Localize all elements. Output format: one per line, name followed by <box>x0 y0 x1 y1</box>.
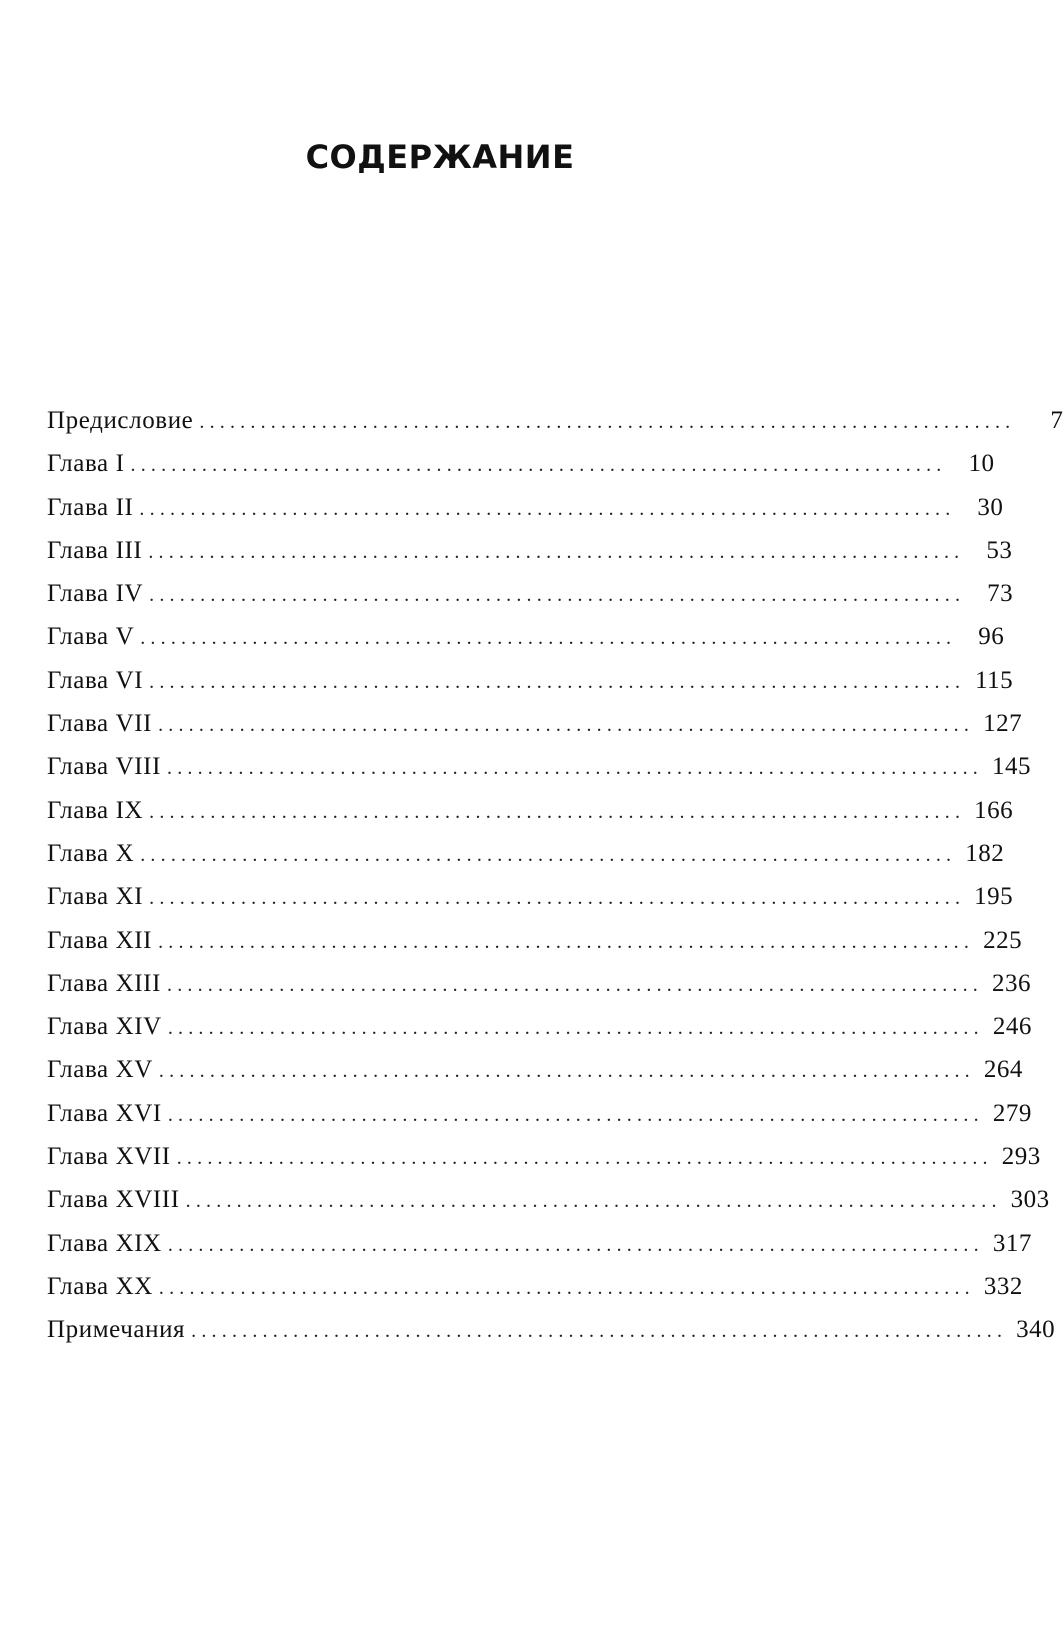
toc-entry <box>47 536 1013 579</box>
toc-entry <box>47 926 1023 969</box>
toc-entry-page: 236 <box>992 969 1031 997</box>
dot-leader: ................................................................................ <box>140 843 957 866</box>
dot-leader: ................................................................................ <box>149 584 966 607</box>
toc-entry-label: Глава XIX <box>47 1229 162 1257</box>
toc-entry <box>47 1315 1056 1358</box>
toc-entry-page: 246 <box>992 1013 1032 1041</box>
toc-entry-label: Глава XI <box>47 883 144 911</box>
toc-entry-label: Глава XVIII <box>47 1186 180 1214</box>
toc-entry-page: 53 <box>986 536 1013 564</box>
dot-leader: ................................................................................ <box>158 714 975 737</box>
dot-leader: ................................................................................ <box>191 1320 1008 1343</box>
toc-entry-label: Глава XII <box>47 926 153 954</box>
toc-entry-page: 166 <box>974 796 1014 824</box>
toc-entry-page: 73 <box>987 580 1014 608</box>
toc-entry <box>47 406 1063 449</box>
toc-entry-page: 96 <box>978 623 1005 651</box>
toc-entry <box>47 1185 1050 1228</box>
toc-entry-page: 303 <box>1010 1186 1050 1214</box>
toc-entry <box>47 709 1023 752</box>
toc-entry-label: Глава XIII <box>47 969 161 997</box>
toc-entry-label: Глава V <box>47 623 135 651</box>
toc-entry-page: 340 <box>1016 1316 1056 1344</box>
toc-entry <box>47 449 995 492</box>
dot-leader: ................................................................................ <box>167 973 983 996</box>
toc-entry <box>47 839 1005 882</box>
toc-entry-page: 293 <box>1001 1143 1041 1171</box>
toc-entry-page: 182 <box>965 839 1005 867</box>
toc-entry-page: 264 <box>983 1056 1023 1084</box>
toc-entry <box>47 1099 1032 1142</box>
dot-leader: ................................................................................ <box>199 411 1016 433</box>
dot-leader: ................................................................................ <box>167 757 983 780</box>
toc-entry-label: Примечания <box>47 1316 186 1344</box>
dot-leader: ................................................................................ <box>176 1147 993 1170</box>
toc-entry <box>47 666 1014 709</box>
toc-entry-label: Предисловие <box>47 407 194 434</box>
toc-entry-label: Глава VIII <box>47 753 161 781</box>
dot-leader: ................................................................................ <box>158 1060 975 1083</box>
dot-leader: ................................................................................ <box>158 930 975 953</box>
toc-entry-label: Глава XX <box>47 1272 153 1300</box>
toc-entry-page: 115 <box>975 666 1014 694</box>
toc-entry-label: Глава XVII <box>47 1143 171 1171</box>
toc-entry <box>47 579 1014 622</box>
toc-entry <box>47 1012 1032 1055</box>
dot-leader: ................................................................................ <box>130 454 947 477</box>
dot-leader: ................................................................................ <box>140 627 957 650</box>
toc-entry-page: 30 <box>977 493 1004 521</box>
dot-leader: ................................................................................ <box>149 800 966 823</box>
toc-entry-page: 145 <box>992 753 1031 781</box>
toc-entry-label: Глава XIV <box>47 1013 162 1041</box>
table-of-contents <box>47 406 1063 1359</box>
toc-entry-page: 7 <box>1050 407 1063 434</box>
toc-entry-page: 127 <box>983 710 1023 738</box>
dot-leader: ................................................................................ <box>139 497 956 520</box>
toc-entry <box>47 752 1031 795</box>
toc-entry-label: Глава IV <box>47 580 144 608</box>
page-title: СОДЕРЖАНИЕ <box>305 138 575 176</box>
toc-entry <box>47 1272 1023 1315</box>
dot-leader: ................................................................................ <box>167 1233 984 1256</box>
dot-leader: ................................................................................ <box>149 887 966 910</box>
toc-entry <box>47 969 1031 1012</box>
toc-entry-page: 225 <box>983 926 1023 954</box>
toc-entry-label: Глава II <box>47 493 134 521</box>
toc-entry-page: 195 <box>974 883 1014 911</box>
toc-entry <box>47 622 1005 665</box>
dot-leader: ................................................................................ <box>167 1103 984 1126</box>
toc-entry-label: Глава XV <box>47 1056 153 1084</box>
toc-entry-label: Глава III <box>47 536 143 564</box>
toc-entry <box>47 796 1014 839</box>
toc-entry-page: 332 <box>983 1272 1023 1300</box>
toc-entry-page: 10 <box>968 450 995 478</box>
dot-leader: ................................................................................ <box>158 1276 975 1299</box>
toc-entry-label: Глава X <box>47 839 135 867</box>
toc-entry <box>47 1229 1032 1272</box>
dot-leader: ................................................................................ <box>148 540 965 563</box>
toc-entry <box>47 1142 1041 1185</box>
toc-entry-page: 317 <box>992 1229 1032 1257</box>
dot-leader: ................................................................................ <box>185 1190 1002 1213</box>
dot-leader: ................................................................................ <box>149 670 966 693</box>
toc-entry <box>47 882 1014 925</box>
toc-entry <box>47 493 1004 536</box>
dot-leader: ................................................................................ <box>167 1017 984 1040</box>
toc-entry-label: Глава I <box>47 450 125 478</box>
toc-entry-label: Глава IX <box>47 796 144 824</box>
toc-entry-label: Глава VII <box>47 710 153 738</box>
toc-entry-label: Глава VI <box>47 666 144 694</box>
toc-entry <box>47 1055 1023 1098</box>
toc-entry-page: 279 <box>992 1099 1032 1127</box>
toc-entry-label: Глава XVI <box>47 1099 162 1127</box>
